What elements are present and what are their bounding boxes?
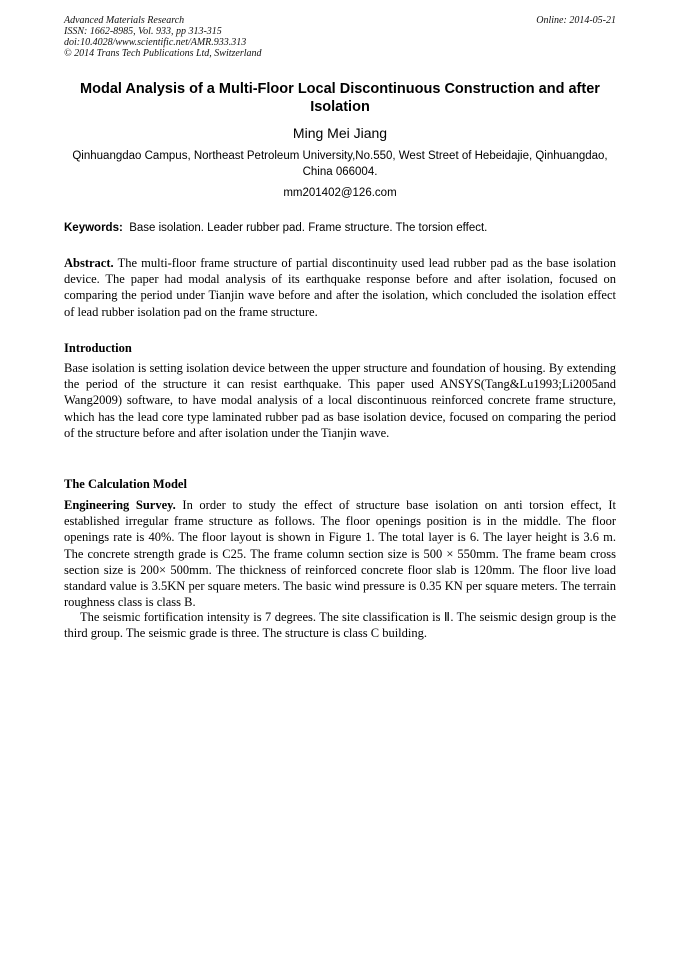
author-name: Ming Mei Jiang — [292, 125, 388, 141]
author-affiliation: Qinhuangdao Campus, Northeast Petroleum University,No.550, West Street of Hebeidajie, Qinhuangdao, China 066004. — [72, 150, 608, 178]
online-date: Online: 2014-05-21 — [536, 15, 616, 26]
keywords-label: Keywords: — [64, 222, 123, 234]
seismic-paragraph: The seismic fortification intensity is 7 degrees. The site classification is Ⅱ. The seismic design group is the third group. The seismic grade is three. The structure is class C building. — [64, 610, 616, 641]
journal-doi: doi:10.4028/www.scientific.net/AMR.933.313 — [64, 37, 247, 48]
journal-issn: ISSN: 1662-8985, Vol. 933, pp 313-315 — [64, 26, 222, 37]
paper-title: Modal Analysis of a Multi-Floor Local Discontinuous Construction and after Isolation — [80, 81, 600, 115]
abstract — [64, 255, 616, 320]
abstract-text: The multi-floor frame structure of partial discontinuity used lead rubber pad as the base isolation device. The paper had modal analysis of its earthquake response before and after isolation, focused on comparing the period under Tianjin wave before and after the isolation, which concluded the isolation effect of lead rubber isolation pad on the frame structure. — [64, 256, 616, 319]
introduction-heading: Introduction — [64, 341, 132, 355]
journal-copyright: © 2014 Trans Tech Publications Ltd, Switzerland — [64, 48, 262, 59]
engineering-survey-label: Engineering Survey. — [64, 498, 176, 512]
calculation-model-heading: The Calculation Model — [64, 477, 187, 491]
engineering-survey-text: In order to study the effect of structure base isolation on anti torsion effect, It established irregular frame structure as follows. The floor openings position is in the middle. The floor openings rate is 40%. The floor layout is shown in Figure 1. The total layer is 6. The layer height is 3.6 m. The concrete strength grade is C25. The frame column section size is 500 × 550mm. The frame beam cross section size is 200× 500mm. The thickness of reinforced concrete floor slab is 120mm. The floor live load standard value is 3.5KN per square meters. The basic wind pressure is 0.35 KN per square meters. The terrain roughness class is class B. — [64, 498, 617, 610]
engineering-survey-paragraph — [64, 497, 616, 610]
author-email: mm201402@126.com — [283, 187, 397, 199]
keywords-text: Base isolation. Leader rubber pad. Frame structure. The torsion effect. — [129, 222, 488, 234]
journal-header — [64, 15, 616, 59]
abstract-label: Abstract. — [64, 256, 114, 270]
journal-name: Advanced Materials Research — [64, 15, 185, 26]
introduction-paragraph: Base isolation is setting isolation device between the upper structure and foundation of housing. By extending the period of the structure it can resist earthquake. This paper used ANSYS(Tang&Lu1993;Li2005and Wang2009) software, to have modal analysis of a local discontinuous reinforced concrete frame structure, which has the lead core type laminated rubber pad as base isolation device, focused on comparing the period of the structure before and after isolation under the Tianjin wave. — [64, 361, 616, 440]
keywords — [64, 220, 616, 236]
